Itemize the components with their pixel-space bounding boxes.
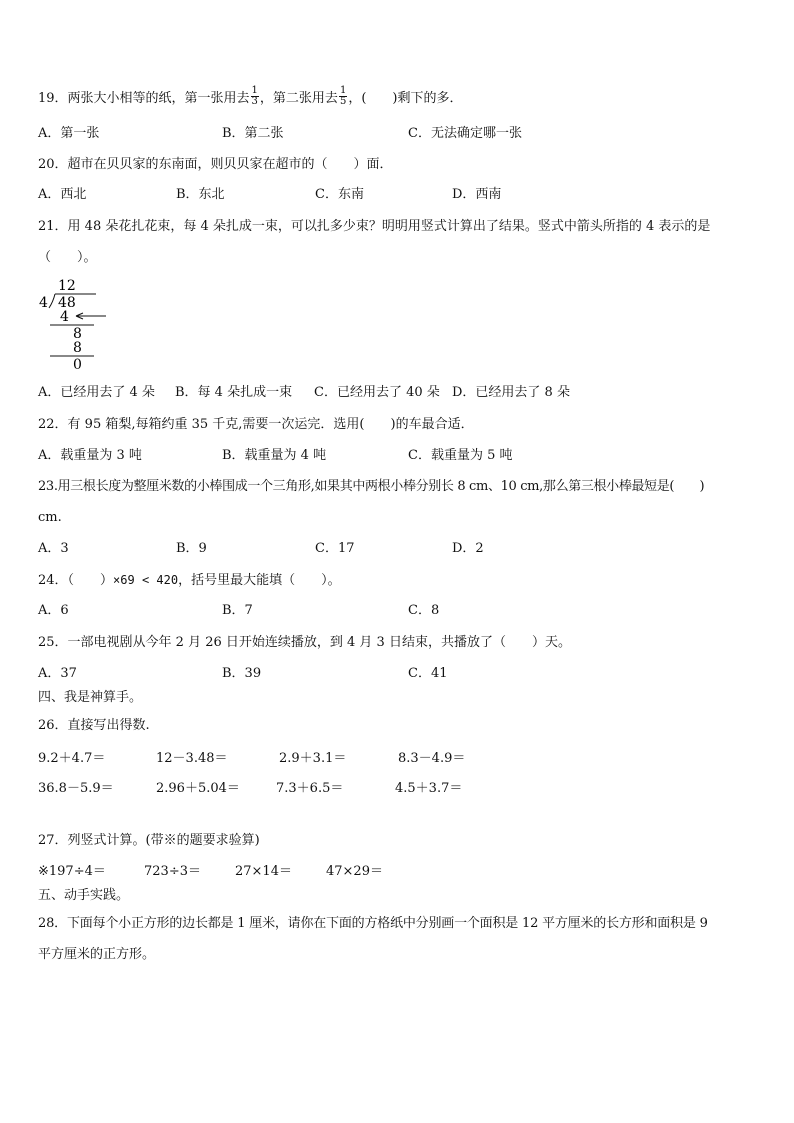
q25-option-a[interactable]: A．37 [38, 666, 77, 681]
division-quotient: 12 [58, 278, 76, 294]
q19-option-a[interactable]: A．第一张 [38, 126, 100, 141]
q20-option-c[interactable]: C．东南 [315, 187, 364, 202]
q24-stem [38, 571, 341, 590]
q20-option-a[interactable]: A．西北 [38, 187, 87, 202]
q20-option-d[interactable]: D．西南 [452, 187, 502, 202]
q23-option-c[interactable]: C．17 [315, 541, 355, 556]
q23-option-d[interactable]: D．2 [452, 541, 484, 556]
section-5-heading: 五、动手实践。 [38, 888, 130, 903]
q26-item-3: 2.9＋3.1＝ [279, 751, 347, 766]
q19-text-middle: ，第二张用去 [259, 91, 338, 106]
q21-option-d[interactable]: D．已经用去了 8 朵 [452, 385, 570, 400]
q27-item-1: ※197÷4＝ [38, 864, 106, 879]
q24-option-b[interactable]: B．7 [222, 603, 253, 618]
q26-item-2: 12－3.48＝ [156, 751, 228, 766]
q26-item-5: 36.8－5.9＝ [38, 781, 114, 796]
division-divisor: 4 [39, 295, 48, 311]
q25-option-c[interactable]: C．41 [408, 666, 448, 681]
q24-text-suffix: ，括号里最大能填（ ）。 [178, 573, 341, 588]
q28-stem-line1: 28．下面每个小正方形的边长都是 1 厘米，请你在下面的方格纸中分别画一个面积是 12 平方厘米的长方形和面积是 9 [38, 916, 708, 931]
division-step1: 4 [60, 309, 69, 325]
q22-option-c[interactable]: C．载重量为 5 吨 [408, 448, 513, 463]
q22-option-a[interactable]: A．载重量为 3 吨 [38, 448, 142, 463]
q27-item-3: 27×14＝ [235, 864, 292, 879]
q26-title: 26．直接写出得数. [38, 718, 150, 733]
q21-long-division-figure [36, 276, 116, 370]
q21-stem-line2: （ ）。 [38, 250, 97, 265]
q19-frac1-numerator: 1 [251, 85, 258, 96]
q19-fraction-2 [339, 86, 347, 107]
q23-stem-line1: 23.用三根长度为整厘米数的小棒围成一个三角形,如果其中两根小棒分别长 8 cm、10 cm,那么第三根小棒最短是( ) [38, 479, 705, 494]
section-4-heading: 四、我是神算手。 [38, 690, 143, 705]
q24-option-a[interactable]: A．6 [38, 603, 69, 618]
q22-stem: 22．有 95 箱梨,每箱约重 35 千克,需要一次运完．选用( )的车最合适． [38, 417, 474, 432]
q19-stem [38, 85, 463, 109]
q19-option-c[interactable]: C．无法确定哪一张 [408, 126, 522, 141]
q26-item-8: 4.5＋3.7＝ [395, 781, 463, 796]
q27-item-4: 47×29＝ [326, 864, 383, 879]
q26-item-7: 7.3＋6.5＝ [276, 781, 344, 796]
division-remainder: 0 [73, 357, 82, 370]
q20-option-b[interactable]: B．东北 [176, 187, 225, 202]
division-step3: 8 [73, 340, 82, 356]
q20-stem: 20．超市在贝贝家的东南面，则贝贝家在超市的（ ）面． [38, 157, 393, 172]
q19-text-suffix: ，( )剩下的多． [348, 91, 463, 106]
q23-option-a[interactable]: A．3 [38, 541, 69, 556]
q19-frac2-numerator: 1 [339, 85, 347, 96]
q26-item-6: 2.96＋5.04＝ [156, 781, 240, 796]
q28-stem-line2: 平方厘米的正方形。 [38, 947, 156, 962]
q23-stem-line2: cm. [38, 510, 62, 525]
q27-item-2: 723÷3＝ [144, 864, 201, 879]
q19-frac2-denominator: 5 [339, 96, 347, 107]
division-bracket-curve [49, 294, 55, 308]
q21-option-b[interactable]: B．每 4 朵扎成一束 [175, 385, 293, 400]
q25-option-b[interactable]: B．39 [222, 666, 262, 681]
q19-fraction-1 [251, 86, 259, 107]
q21-option-c[interactable]: C．已经用去了 40 朵 [314, 385, 440, 400]
q19-frac1-denominator: 3 [251, 96, 258, 107]
q21-option-a[interactable]: A．已经用去了 4 朵 [38, 385, 155, 400]
q22-option-b[interactable]: B．载重量为 4 吨 [222, 448, 327, 463]
q23-option-b[interactable]: B．9 [176, 541, 207, 556]
q21-stem-line1: 21．用 48 朵花扎花束，每 4 朵扎成一束，可以扎多少束？明明用竖式计算出了结果。竖式中箭头所指的 4 表示的是 [38, 219, 711, 234]
q24-text-prefix: 24．（ ） [38, 573, 114, 588]
q19-option-b[interactable]: B．第二张 [222, 126, 284, 141]
q19-text-prefix: 19．两张大小相等的纸，第一张用去 [38, 91, 250, 106]
q26-item-1: 9.2＋4.7＝ [38, 751, 106, 766]
q26-item-4: 8.3－4.9＝ [398, 751, 466, 766]
q25-stem: 25．一部电视剧从今年 2 月 26 日开始连续播放，到 4 月 3 日结束，共播放了（ ）天。 [38, 635, 571, 650]
division-dividend: 48 [58, 295, 76, 311]
q27-title: 27．列竖式计算。(带※的题要求验算) [38, 833, 260, 848]
q24-option-c[interactable]: C．8 [408, 603, 440, 618]
q24-inequality: ×69 < 420 [113, 573, 179, 587]
division-step2: 8 [73, 326, 82, 342]
